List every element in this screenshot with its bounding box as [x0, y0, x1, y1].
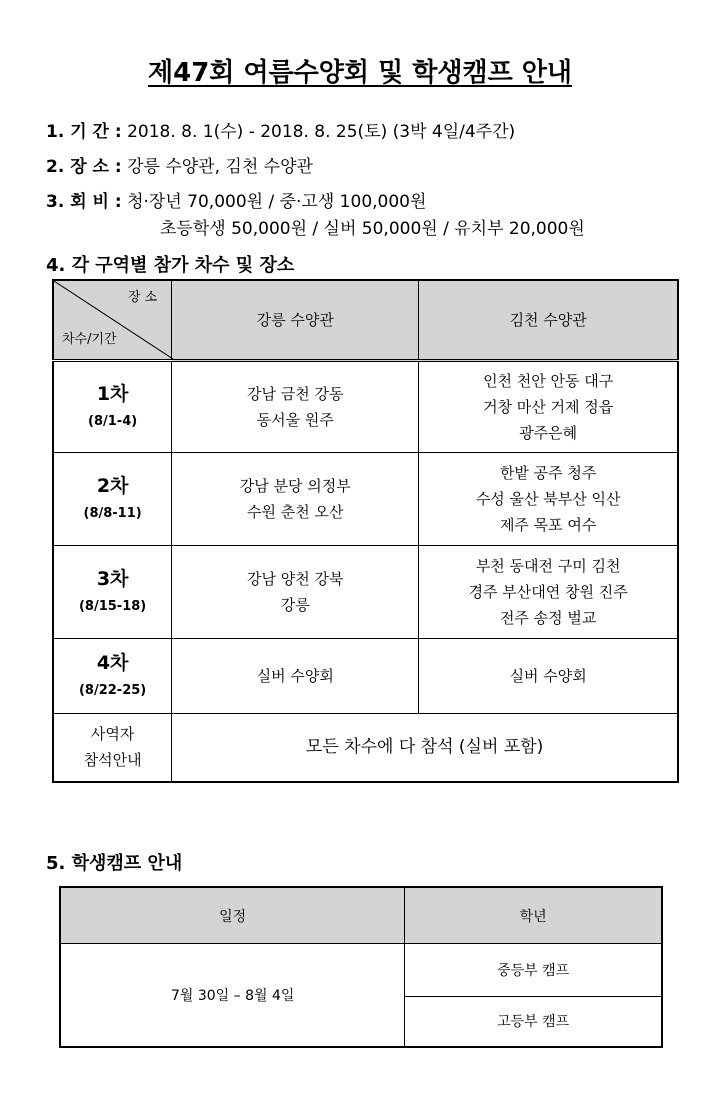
district-line: 경주 부산대연 창원 진주 [468, 583, 628, 601]
info-fee [46, 187, 426, 212]
camp-header-row [60, 887, 662, 944]
round-label: 4차 [96, 652, 129, 674]
gimcheon-cell [419, 361, 678, 453]
district-line: 인천 천안 안동 대구 [483, 372, 614, 390]
round-cell [53, 546, 172, 639]
district-table [52, 279, 679, 783]
camp-schedule: 7월 30일 – 8월 4일 [60, 944, 405, 1047]
district-line: 한밭 공주 청주 [499, 464, 597, 482]
section4-heading: 4. 각 구역별 참가 차수 및 장소 [46, 255, 295, 276]
col-schedule: 일정 [60, 887, 405, 944]
camp-row [60, 944, 662, 997]
table-row [53, 639, 678, 714]
round-period: (8/1-4) [88, 414, 138, 429]
round-cell [53, 361, 172, 453]
district-line: 강남 금천 강동 [247, 385, 344, 403]
round-cell [53, 639, 172, 714]
district-line: 전주 송정 벌교 [499, 609, 597, 627]
gimcheon-cell [419, 546, 678, 639]
district-line: 강남 분당 의정부 [239, 477, 351, 495]
gimcheon-cell [419, 639, 678, 714]
district-line: 부천 동대전 구미 김천 [475, 557, 621, 575]
table-row [53, 361, 678, 453]
place-label: 2. 장 소 : [46, 157, 122, 177]
round-period: (8/8-11) [83, 506, 142, 521]
section5-heading: 5. 학생캠프 안내 [46, 853, 183, 874]
district-line: 수성 울산 북부산 익산 [475, 490, 621, 508]
gangneung-cell [172, 546, 419, 639]
gangneung-cell [172, 639, 419, 714]
page-title: 제47회 여름수양회 및 학생캠프 안내 [147, 58, 572, 88]
fee-line2: 초등학생 50,000원 / 실버 50,000원 / 유치부 20,000원 [160, 219, 585, 239]
district-line: 광주은혜 [519, 424, 578, 442]
corner-cell [53, 280, 172, 361]
minister-value: 모든 차수에 다 참석 (실버 포함) [172, 714, 678, 782]
district-line: 거창 마산 거제 정읍 [483, 398, 614, 416]
round-label: 3차 [96, 568, 129, 590]
round-cell [53, 453, 172, 546]
minister-label-cell [53, 714, 172, 782]
round-label: 2차 [96, 475, 129, 497]
gangneung-cell [172, 361, 419, 453]
camp-grade: 고등부 캠프 [405, 997, 662, 1047]
district-line: 수원 춘천 오산 [247, 503, 344, 521]
fee-label: 3. 회 비 : [46, 192, 122, 212]
round-label: 1차 [96, 383, 129, 405]
period-label: 1. 기 간 : [46, 122, 122, 142]
district-line: 강남 양천 강북 [247, 570, 344, 588]
corner-bottom-label: 차수/기간 [62, 332, 117, 347]
col-grade: 학년 [405, 887, 662, 944]
place-value: 강릉 수양관, 김천 수양관 [127, 157, 313, 177]
gimcheon-cell [419, 453, 678, 546]
district-line: 동서울 원주 [256, 411, 334, 429]
district-line: 실버 수양회 [256, 667, 334, 685]
table-row [53, 546, 678, 639]
camp-grade: 중등부 캠프 [405, 944, 662, 997]
info-place [46, 152, 313, 177]
gangneung-cell [172, 453, 419, 546]
fee-line1: 청·장년 70,000원 / 중·고생 100,000원 [127, 192, 427, 212]
corner-top-label: 장 소 [127, 290, 158, 305]
minister-label: 사역자 [90, 725, 135, 744]
district-line: 강릉 [280, 596, 310, 614]
col-gangneung: 강릉 수양관 [172, 280, 419, 361]
info-period [46, 117, 515, 142]
camp-table [59, 886, 663, 1048]
district-line: 제주 목포 여수 [499, 516, 597, 534]
col-gimcheon: 김천 수양관 [419, 280, 678, 361]
district-line: 실버 수양회 [509, 667, 587, 685]
period-value: 2018. 8. 1(수) - 2018. 8. 25(토) (3박 4일/4주간) [127, 122, 516, 142]
table-header-row [53, 280, 678, 361]
round-period: (8/22-25) [78, 683, 147, 698]
table-row [53, 453, 678, 546]
minister-row [53, 714, 678, 782]
round-period: (8/15-18) [78, 599, 147, 614]
minister-label: 참석안내 [83, 751, 142, 770]
